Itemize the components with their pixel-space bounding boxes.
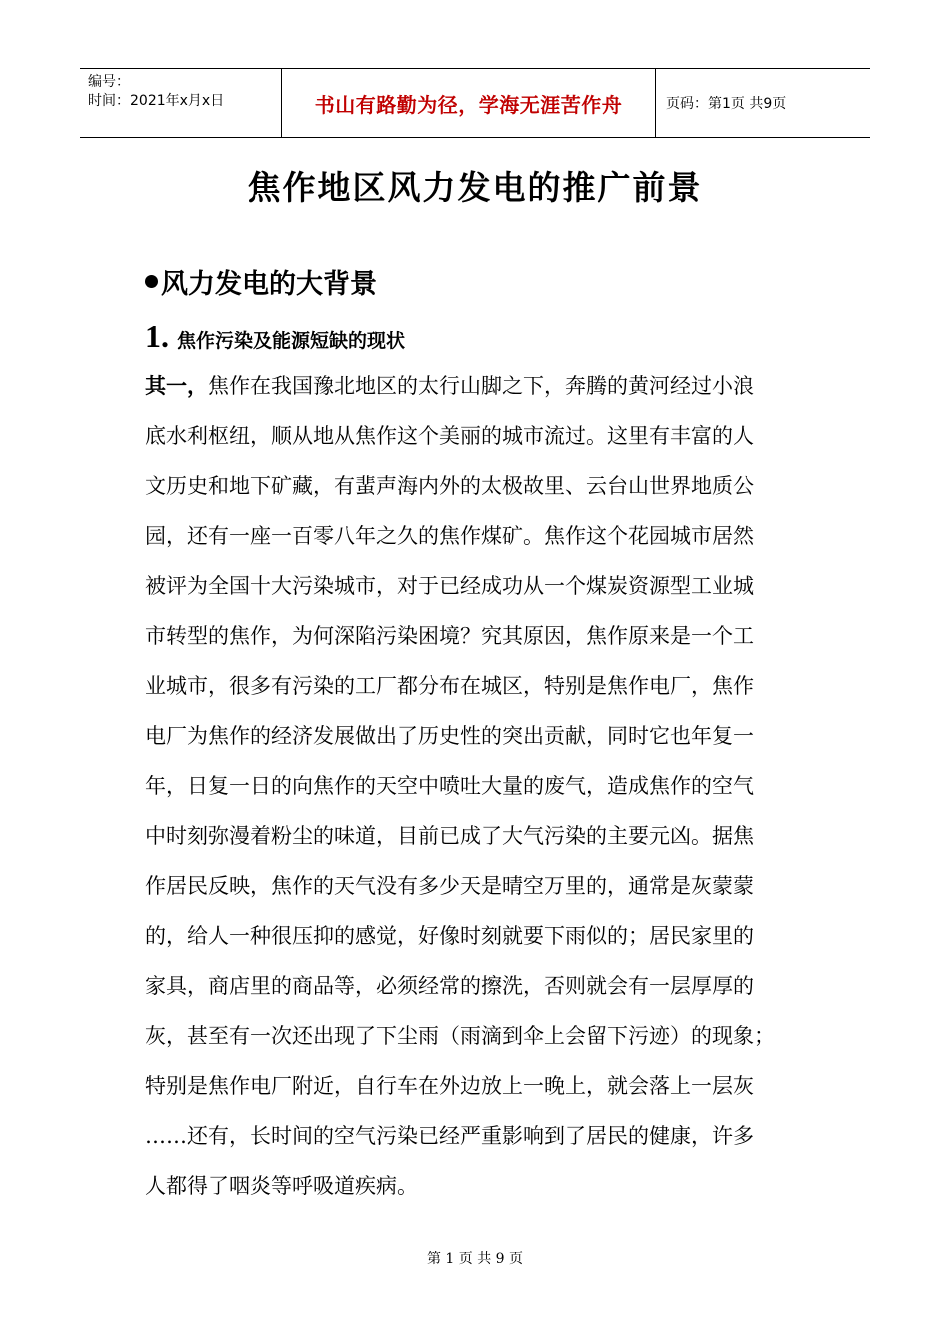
paragraph-line: 中时刻弥漫着粉尘的味道，目前已成了大气污染的主要元凶。据焦 [145,824,754,848]
paragraph-line: 作居民反映，焦作的天气没有多少天是晴空万里的，通常是灰蒙蒙 [145,874,754,898]
paragraph-line: 灰，甚至有一次还出现了下尘雨（雨滴到伞上会留下污迹）的现象； [145,1024,775,1048]
paragraph-line: 人都得了咽炎等呼吸道疾病。 [145,1174,418,1198]
subsection-heading [145,318,405,355]
header-page-info: 页码：第1页 共9页 [666,96,787,112]
paragraph-line: 文历史和地下矿藏，有蜚声海内外的太极故里、云台山世界地质公 [145,474,754,498]
document-title: 焦作地区风力发电的推广前景 [247,168,703,207]
paragraph-line: 的，给人一种很压抑的感觉，好像时刻就要下雨似的；居民家里的 [145,924,754,948]
paragraph-lead: 其一， [145,373,208,398]
paragraph-line: 园，还有一座一百零八年之久的焦作煤矿。焦作这个花园城市居然 [145,524,754,548]
paragraph-line-text: 焦作在我国豫北地区的太行山脚之下，奔腾的黄河经过小浪 [208,374,754,398]
paragraph-line [145,366,815,416]
paragraph-line: ……还有，长时间的空气污染已经严重影响到了居民的健康，许多 [145,1124,754,1148]
section-heading [145,262,377,301]
subsection-number: 1. [145,318,169,354]
page-footer: 第 1 页 共 9 页 [426,1251,524,1267]
paragraph-line: 被评为全国十大污染城市，对于已经成功从一个煤炭资源型工业城 [145,574,754,598]
paragraph-line: 业城市，很多有污染的工厂都分布在城区，特别是焦作电厂，焦作 [145,674,754,698]
header-motto: 书山有路勤为径，学海无涯苦作舟 [282,69,656,137]
paragraph [145,366,815,1216]
paragraph-line: 家具，商店里的商品等，必须经常的擦洗，否则就会有一层厚厚的 [145,974,754,998]
document-number-label: 编号： [88,74,130,90]
paragraph-line: 市转型的焦作，为何深陷污染困境？究其原因，焦作原来是一个工 [145,624,754,648]
paragraph-line: 电厂为焦作的经济发展做出了历史性的突出贡献，同时它也年复一 [145,724,754,748]
subsection-title: 焦作污染及能源短缺的现状 [177,330,406,352]
paragraph-line: 底水利枢纽，顺从地从焦作这个美丽的城市流过。这里有丰富的人 [145,424,754,448]
header-meta [80,69,282,137]
paragraph-line: 特别是焦作电厂附近，自行车在外边放上一晚上，就会落上一层灰 [145,1074,754,1098]
bullet-icon [145,275,158,288]
paragraph-line: 年，日复一日的向焦作的天空中喷吐大量的废气，造成焦作的空气 [145,774,754,798]
section-heading-text: 风力发电的大背景 [161,269,377,300]
document-date: 时间：2021年x月x日 [88,93,225,109]
page-header [80,68,870,138]
